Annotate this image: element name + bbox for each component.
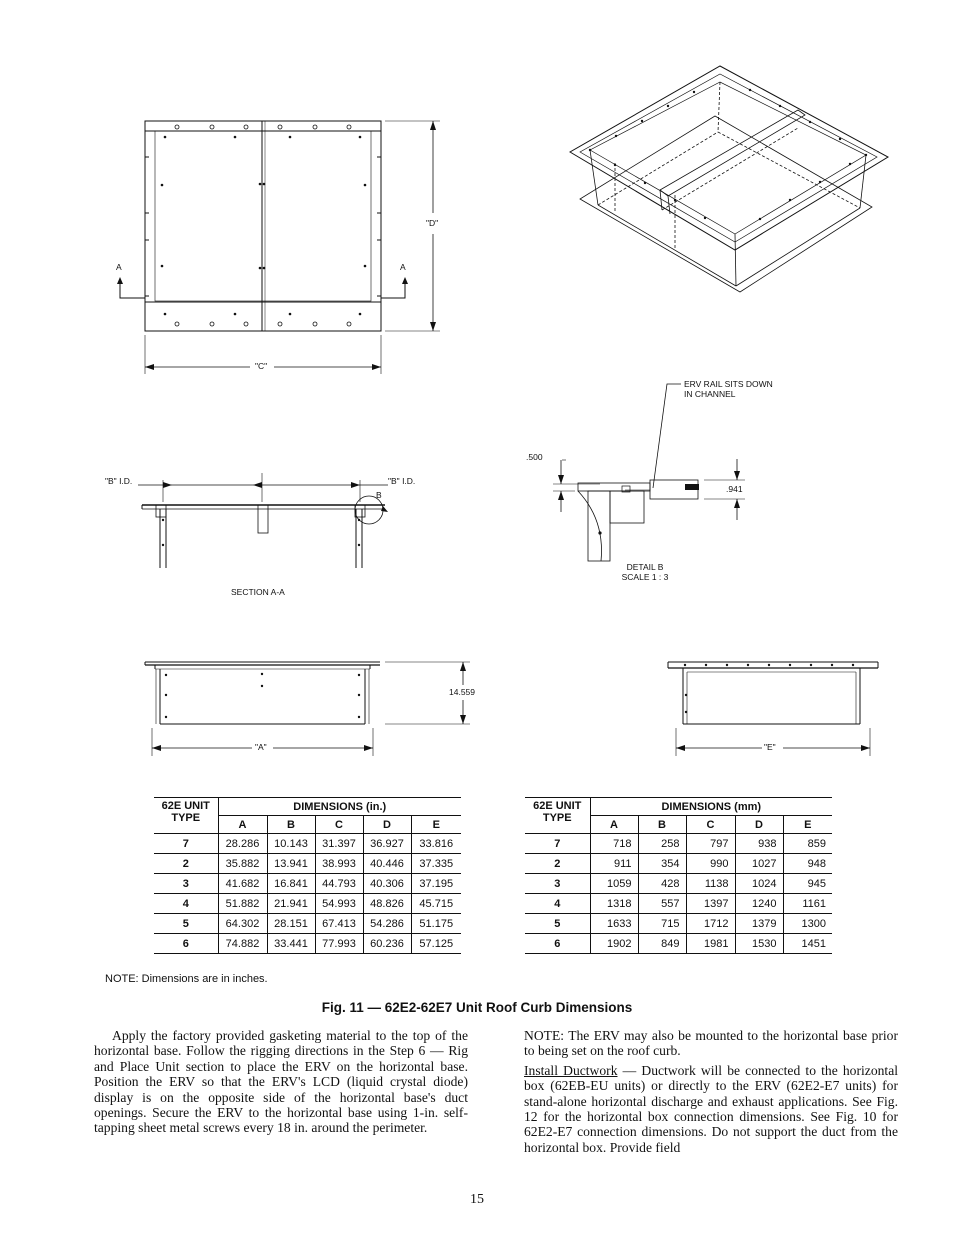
unit-type-cell: 2 [525,854,590,874]
right-paragraph [524,1063,898,1155]
unit-type-cell: 4 [525,894,590,914]
table-row [525,874,832,894]
dimension-cell-b: 10.143 [267,834,315,854]
unit-type-cell: 3 [525,874,590,894]
dimension-cell-e: 1300 [783,914,832,934]
unit-type-header-line1: 62E UNIT [161,800,210,812]
dimensions-group-header: DIMENSIONS (mm) [590,798,832,816]
column-header-b: B [267,816,315,834]
unit-type-header-line2: TYPE [542,812,572,824]
figure-caption: Fig. 11 — 62E2-62E7 Unit Roof Curb Dimensions [321,1000,633,1015]
section-cut-right-label: A [400,262,406,272]
dim-b-right-label: "B" I.D. [388,476,416,486]
unit-type-cell: 7 [525,834,590,854]
dimension-cell-e: 33.816 [411,834,461,854]
dimension-cell-a: 28.286 [218,834,267,854]
dimension-cell-e: 948 [783,854,832,874]
column-header-e: E [783,816,832,834]
dimension-cell-a: 1318 [590,894,638,914]
dimension-cell-c: 1397 [686,894,735,914]
dimensions-in-table [154,797,461,954]
dimension-cell-c: 1138 [686,874,735,894]
section-aa-view [138,473,388,568]
dimension-cell-b: 428 [638,874,686,894]
dimension-cell-d: 54.286 [363,914,411,934]
unit-type-cell: 7 [154,834,218,854]
table-row [154,834,461,854]
dim-a-label: "A" [255,742,267,752]
dimension-cell-e: 945 [783,874,832,894]
table-row [525,934,832,954]
dimension-cell-a: 64.302 [218,914,267,934]
table-row [525,914,832,934]
page-number: 15 [470,1192,484,1207]
dim-b-left-label: "B" I.D. [105,476,133,486]
right-note: NOTE: The ERV may also be mounted to the horizontal base prior to being set on the roof curb. [524,1028,898,1059]
unit-type-cell: 5 [525,914,590,934]
dimension-cell-a: 41.682 [218,874,267,894]
table-row [525,834,832,854]
table-row [154,874,461,894]
detail-b-view [553,384,745,561]
install-ductwork-body: — Ductwork will be connected to the horizontal box (62EB-EU units) or directly to the ERV (62E2-E7 units) for stand-alone horizontal discharge and exhaust applications. See Fig. 12 for the horizontal box connection dimensions. See Fig. 10 for 62E2-E7 connection dimensions. Do not support the duct from the horizontal box. Provide field [524,1062,898,1155]
dimension-cell-d: 48.826 [363,894,411,914]
dimension-cell-b: 16.841 [267,874,315,894]
dimension-cell-e: 859 [783,834,832,854]
dimension-cell-e: 57.125 [411,934,461,954]
dimension-cell-e: 45.715 [411,894,461,914]
table-row [154,894,461,914]
dimension-cell-b: 258 [638,834,686,854]
unit-type-header [154,798,218,834]
dimension-cell-c: 797 [686,834,735,854]
unit-type-cell: 6 [154,934,218,954]
left-paragraph: Apply the factory provided gasketing material to the top of the horizontal base. Follow the rigging directions in the Step 6 — Rig and Place Unit section to place the ERV on the horizontal base. Position the ERV so that the ERV's LCD (liquid crystal diode) display is on the opposite side of the horizontal base's duct openings. Secure the ERV to the horizontal base using 1-in. self-tapping sheet metal screws every 18 in. around the perimeter. [94,1028,468,1136]
dimensions-group-header: DIMENSIONS (in.) [218,798,461,816]
unit-type-cell: 2 [154,854,218,874]
dimension-cell-a: 1059 [590,874,638,894]
dimension-cell-d: 938 [735,834,783,854]
table-row [154,854,461,874]
section-cut-left-label: A [116,262,122,272]
dimension-cell-c: 38.993 [315,854,363,874]
dimension-cell-c: 67.413 [315,914,363,934]
dim-d-label: "D" [426,218,439,228]
dim-500-label: .500 [526,452,543,462]
column-header-d: D [363,816,411,834]
unit-type-cell: 4 [154,894,218,914]
unit-type-header-line2: TYPE [171,812,201,824]
column-header-d: D [735,816,783,834]
detail-callout-label: B [376,490,382,500]
dimension-cell-a: 911 [590,854,638,874]
dimension-cell-b: 13.941 [267,854,315,874]
dimension-cell-d: 60.236 [363,934,411,954]
dimension-cell-c: 44.793 [315,874,363,894]
section-title: SECTION A-A [231,587,285,597]
dimension-cell-d: 1530 [735,934,783,954]
dimension-cell-a: 51.882 [218,894,267,914]
dimension-cell-c: 31.397 [315,834,363,854]
unit-type-cell: 5 [154,914,218,934]
side-height-label: 14.559 [449,687,475,697]
column-header-a: A [590,816,638,834]
detail-title-line2: SCALE 1 : 3 [621,571,669,582]
table-row [154,934,461,954]
dimension-cell-a: 1902 [590,934,638,954]
dimension-cell-a: 1633 [590,914,638,934]
dimension-cell-b: 715 [638,914,686,934]
unit-type-cell: 6 [525,934,590,954]
table-note: NOTE: Dimensions are in inches. [105,973,268,985]
dimension-cell-d: 36.927 [363,834,411,854]
dimension-cell-b: 21.941 [267,894,315,914]
dimension-cell-d: 1379 [735,914,783,934]
dimension-cell-a: 74.882 [218,934,267,954]
detail-title-line1: DETAIL B [626,562,664,572]
dimension-cell-e: 1451 [783,934,832,954]
dim-941-label: .941 [726,484,743,494]
column-header-b: B [638,816,686,834]
dimensions-mm-table [525,797,832,954]
dimension-cell-e: 51.175 [411,914,461,934]
dimension-cell-b: 354 [638,854,686,874]
dimension-cell-d: 1024 [735,874,783,894]
dimension-cell-b: 557 [638,894,686,914]
dimension-cell-b: 849 [638,934,686,954]
dimension-cell-b: 28.151 [267,914,315,934]
side-view [145,662,470,756]
column-header-c: C [315,816,363,834]
detail-note-line1: ERV RAIL SITS DOWN [684,379,773,389]
iso-view [570,66,888,292]
install-ductwork-heading: Install Ductwork [524,1062,618,1078]
dimension-cell-c: 1981 [686,934,735,954]
detail-note [684,380,773,400]
dimension-cell-d: 40.306 [363,874,411,894]
table-row [525,894,832,914]
right-column [524,1028,898,1155]
column-header-a: A [218,816,267,834]
dimension-cell-c: 1712 [686,914,735,934]
column-header-e: E [411,816,461,834]
table-row [154,914,461,934]
table-row [525,854,832,874]
dimension-cell-c: 77.993 [315,934,363,954]
dimension-cell-b: 33.441 [267,934,315,954]
dimension-cell-a: 718 [590,834,638,854]
detail-title [612,563,678,583]
column-header-c: C [686,816,735,834]
dimension-cell-e: 37.195 [411,874,461,894]
dimension-cell-e: 1161 [783,894,832,914]
plan-view [117,121,440,374]
dimension-cell-a: 35.882 [218,854,267,874]
dimension-cell-c: 990 [686,854,735,874]
detail-note-line2: IN CHANNEL [684,388,736,399]
unit-type-header-line1: 62E UNIT [533,800,582,812]
dimension-cell-c: 54.993 [315,894,363,914]
dimension-cell-e: 37.335 [411,854,461,874]
dimension-cell-d: 1027 [735,854,783,874]
dimension-cell-d: 1240 [735,894,783,914]
dim-e-label: "E" [764,742,776,752]
unit-type-cell: 3 [154,874,218,894]
dimension-cell-d: 40.446 [363,854,411,874]
dim-c-label: "C" [255,361,268,371]
unit-type-header [525,798,590,834]
